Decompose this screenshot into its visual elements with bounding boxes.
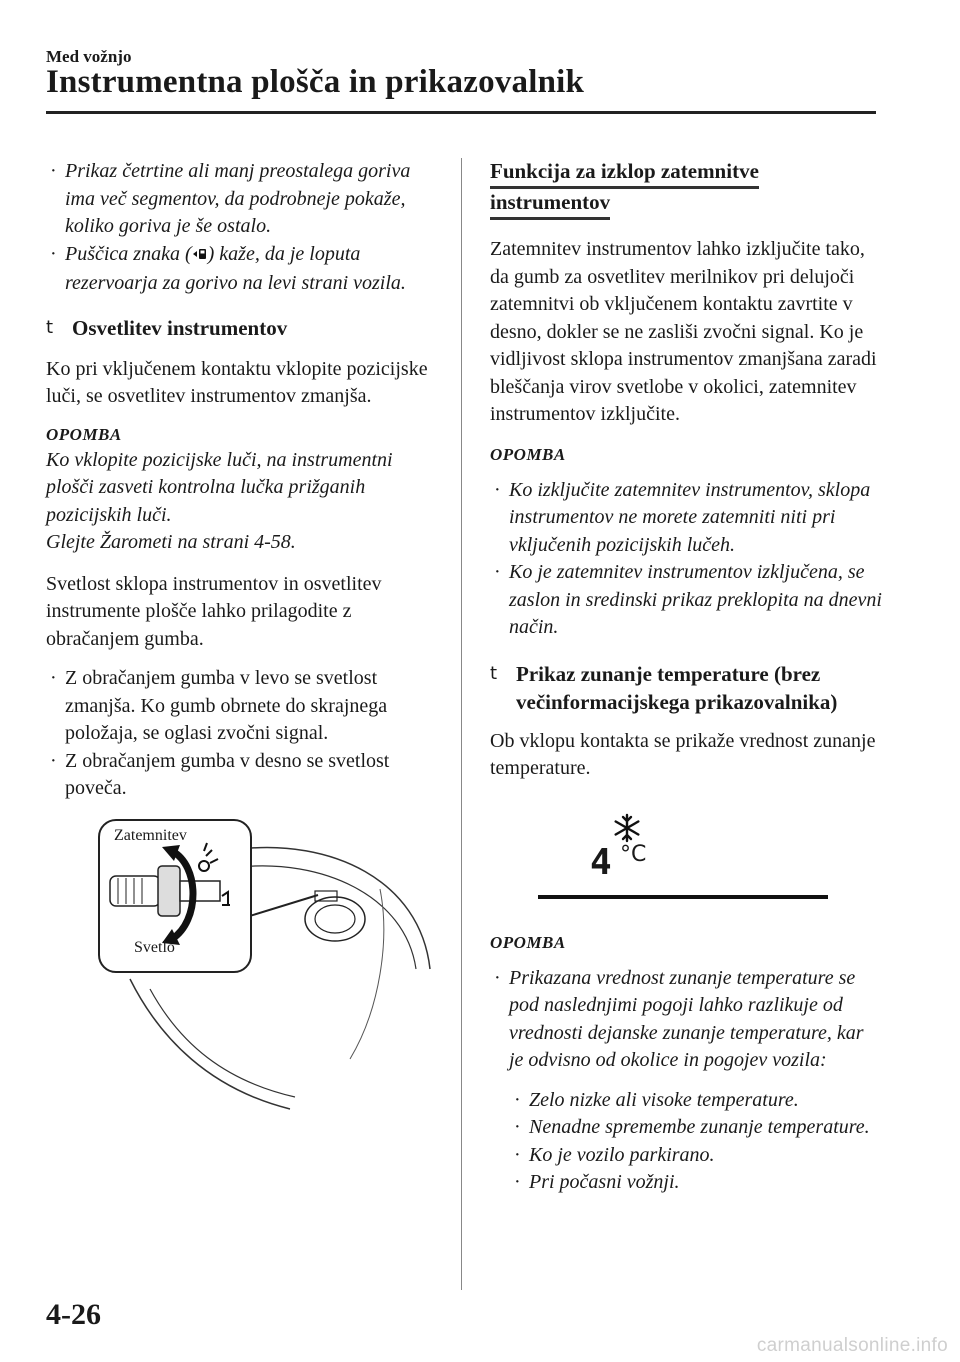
list-item: · Puščica znaka ( ) kaže, da je loputa rezervoarja za gorivo na levi strani vozila. <box>50 242 406 294</box>
list-item: · Zelo nizke ali visoke temperature. <box>514 1088 799 1111</box>
list-item: · Ko je vozilo parkirano. <box>514 1143 715 1166</box>
section-mark: t <box>46 316 54 338</box>
temperature-unit: °C <box>620 841 647 867</box>
paragraph: Svetlost sklopa instrumentov in osvetlitev instrumente plošče lahko prilagodite z obračanjem gumba. <box>46 572 382 650</box>
subsection-heading: Funkcija za izklop zatemnitve instrumentov <box>490 158 882 220</box>
snowflake-icon <box>612 813 642 843</box>
note-label: OPOMBA <box>490 444 566 464</box>
section-mark: t <box>490 662 498 684</box>
list-item: · Nenadne spremembe zunanje temperature. <box>514 1116 870 1138</box>
dimmer-knob-figure <box>90 819 436 1119</box>
page-title: Instrumentna plošča in prikazovalnik <box>46 64 585 100</box>
paragraph: Zatemnitev instrumentov lahko izključite tako, da gumb za osvetlitev merilnikov pri delujoči zatemnitvi ob vključenem kontaktu zavrtite v desno, dokler se ne zasliši zvočni signal. Ko je vidljivost sklopa instrumentov zmanjšana zaradi bleščanja virov svetlobe v okolici, zatemnitev instrumentov izključite. <box>490 238 877 425</box>
figure-label-bright: Svetlo <box>134 938 175 956</box>
paragraph: Ob vklopu kontakta se prikaže vrednost zunanje temperature. <box>490 729 876 779</box>
list-item: · Ko izključite zatemnitev instrumentov, sklopa instrumentov ne morete zatemniti niti pri vključenih pozicijskih lučeh. <box>494 478 871 556</box>
column-divider <box>461 158 462 1290</box>
note-reference: Glejte Žarometi na strani 4-58. <box>46 531 296 553</box>
header-rule <box>46 111 876 114</box>
figure-label-dim: Zatemnitev <box>114 826 187 844</box>
note-label: OPOMBA <box>46 424 122 444</box>
list-item: · Prikaz četrtine ali manj preostalega goriva ima več segmentov, da podrobneje pokaže, koliko goriva je še ostalo. <box>50 160 411 237</box>
list-item: · Z obračanjem gumba v desno se svetlost poveča. <box>50 749 390 799</box>
display-baseline <box>538 895 828 899</box>
right-column <box>490 158 882 1197</box>
callout-box <box>98 819 252 973</box>
section-heading: t Osvetlitev instrumentov <box>46 315 288 340</box>
sub-list <box>510 1087 882 1197</box>
list-item: · Ko je zatemnitev instrumentov izključena, se zaslon in sredinski prikaz preklopita na dnevni način. <box>494 561 882 638</box>
list-item: · Prikazana vrednost zunanje temperature se pod naslednjimi pogoji lahko razlikuje od vrednosti dejanske zunanje temperature, kar je odvisno od okolice in pogojev vozila: <box>494 966 864 1071</box>
section-label: Med vožnjo <box>46 47 132 66</box>
page-number: 4-26 <box>46 1298 101 1331</box>
left-column <box>46 158 442 1119</box>
fuel-door-arrow-icon <box>192 243 208 271</box>
list-item: · Z obračanjem gumba v levo se svetlost zmanjša. Ko gumb obrnete do skrajnega položaja, se oglasi zvočni signal. <box>50 667 388 744</box>
section-heading: t Prikaz zunanje temperature (brez večinformacijskega prikazovalnika) <box>490 661 838 714</box>
note-label: OPOMBA <box>490 932 566 952</box>
note-text: Ko vklopite pozicijske luči, na instrumentni plošči zasveti kontrolna lučka prižganih pozicijskih luči. <box>46 448 393 526</box>
temperature-display <box>490 795 882 907</box>
temperature-value: 4 <box>590 841 612 883</box>
list-item: · Pri počasni vožnji. <box>514 1171 680 1193</box>
watermark: carmanualsonline.info <box>756 1335 948 1356</box>
paragraph: Ko pri vključenem kontaktu vklopite pozicijske luči, se osvetlitev instrumentov zmanjša. <box>46 357 428 407</box>
